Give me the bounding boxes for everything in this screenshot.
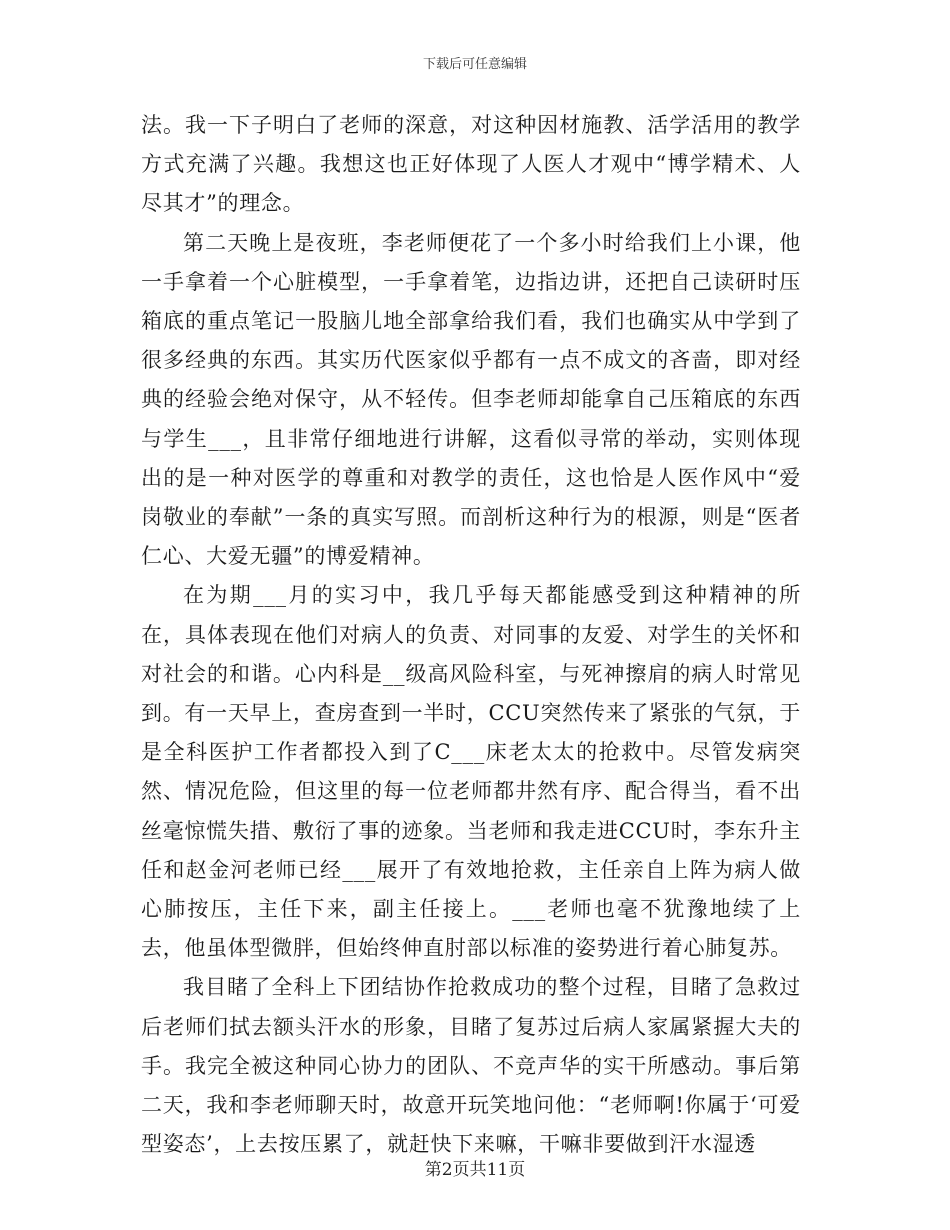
page-number: 第2页共11页 [424, 1160, 526, 1180]
document-body [141, 106, 801, 1164]
paragraph-4: 我目睹了全科上下团结协作抢救成功的整个过程，目睹了急救过后老师们拭去额头汗水的形象，目睹了复苏过后病人家属紧握大夫的手。我完全被这种同心协力的团队、不竞声华的实干所感动。事后第二天，我和李老师聊天时，故意开玩笑地问他：“老师啊!你属于‘可爱型姿态’，上去按压累了，就赶快下来嘛，干嘛非要做到汗水湿透 [141, 975, 801, 1157]
page-header: 下载后可任意编辑 [422, 57, 527, 72]
paragraph-1-continued: 法。我一下子明白了老师的深意，对这种因材施教、活学活用的教学方式充满了兴趣。我想这也正好体现了人医人才观中“博学精术、人尽其才”的理念。 [141, 113, 801, 216]
paragraph-3: 在为期___月的实习中，我几乎每天都能感受到这种精神的所在，具体表现在他们对病人的负责、对同事的友爱、对学生的关怀和对社会的和谐。心内科是__级高风险科室，与死神擦肩的病人时常见到。有一天早上，查房查到一半时，CCU突然传来了紧张的气氛，于是全科医护工作者都投入到了C___床老太太的抢救中。尽管发病突然、情况危险，但这里的每一位老师都井然有序、配合得当，看不出丝毫惊慌失措、敷衍了事的迹象。当老师和我走进CCU时，李东升主任和赵金河老师已经___展开了有效地抢救，主任亲自上阵为病人做心肺按压，主任下来，副主任接上。___老师也毫不犹豫地续了上去，他虽体型微胖，但始终伸直肘部以标准的姿势进行着心肺复苏。 [141, 583, 801, 961]
paragraph-2: 第二天晚上是夜班，李老师便花了一个多小时给我们上小课，他一手拿着一个心脏模型，一手拿着笔，边指边讲，还把自己读研时压箱底的重点笔记一股脑儿地全部拿给我们看，我们也确实从中学到了很多经典的东西。其实历代医家似乎都有一点不成文的吝啬，即对经典的经验会绝对保守，从不轻传。但李老师却能拿自己压箱底的东西与学生___，且非常仔细地进行讲解，这看似寻常的举动，实则体现出的是一种对医学的尊重和对教学的责任，这也恰是人医作风中“爱岗敬业的奉献”一条的真实写照。而剖析这种行为的根源，则是“医者仁心、大爱无疆”的博爱精神。 [141, 230, 801, 569]
